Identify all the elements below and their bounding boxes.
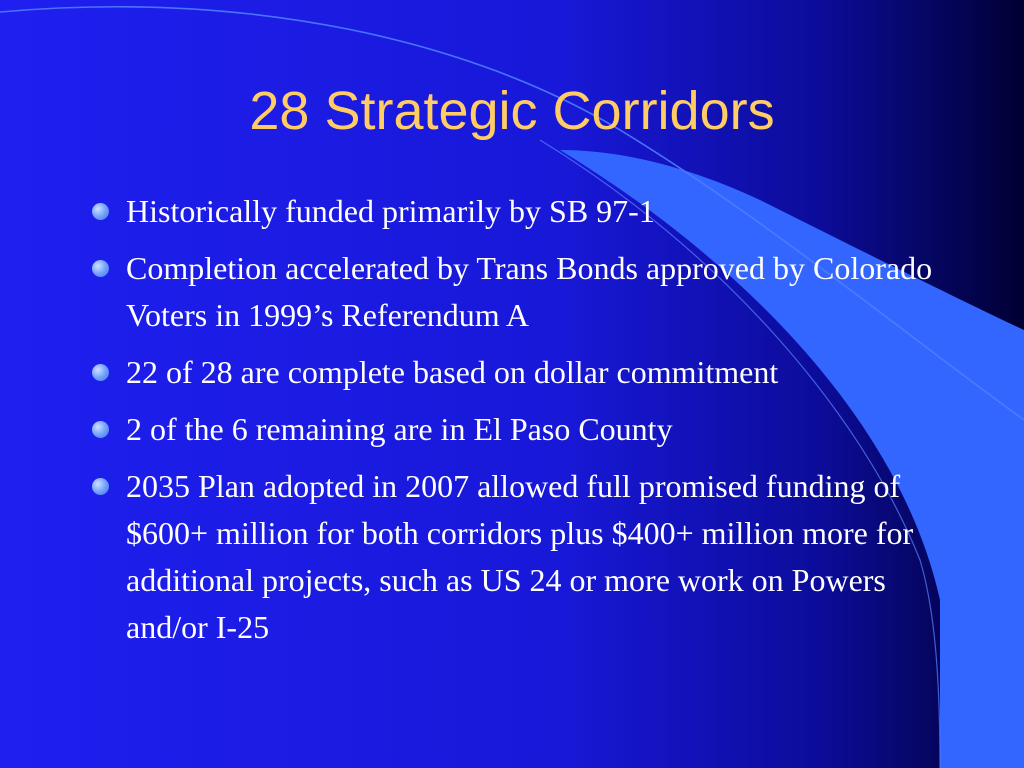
bullet-text: 2035 Plan adopted in 2007 allowed full promised funding of $600+ million for both corridors plus $400+ million more for additional projects, such as US 24 or more work on Powers and/or I-25	[126, 468, 914, 645]
bullet-dot-icon	[92, 260, 109, 277]
bullet-text: Historically funded primarily by SB 97-1	[126, 193, 655, 229]
bullet-dot-icon	[92, 421, 109, 438]
bullet-item	[90, 349, 940, 396]
bullet-item	[90, 188, 940, 235]
bullet-item	[90, 463, 940, 651]
slide-title: 28 Strategic Corridors	[249, 81, 775, 141]
bullet-item	[90, 406, 940, 453]
bullet-item	[90, 245, 940, 339]
bullet-text: 2 of the 6 remaining are in El Paso County	[126, 411, 673, 447]
bullet-text: Completion accelerated by Trans Bonds approved by Colorado Voters in 1999’s Referendum A	[126, 250, 933, 333]
bullet-dot-icon	[92, 364, 109, 381]
bullet-list	[90, 188, 940, 661]
bullet-text: 22 of 28 are complete based on dollar commitment	[126, 354, 779, 390]
bullet-dot-icon	[92, 478, 109, 495]
bullet-dot-icon	[92, 203, 109, 220]
